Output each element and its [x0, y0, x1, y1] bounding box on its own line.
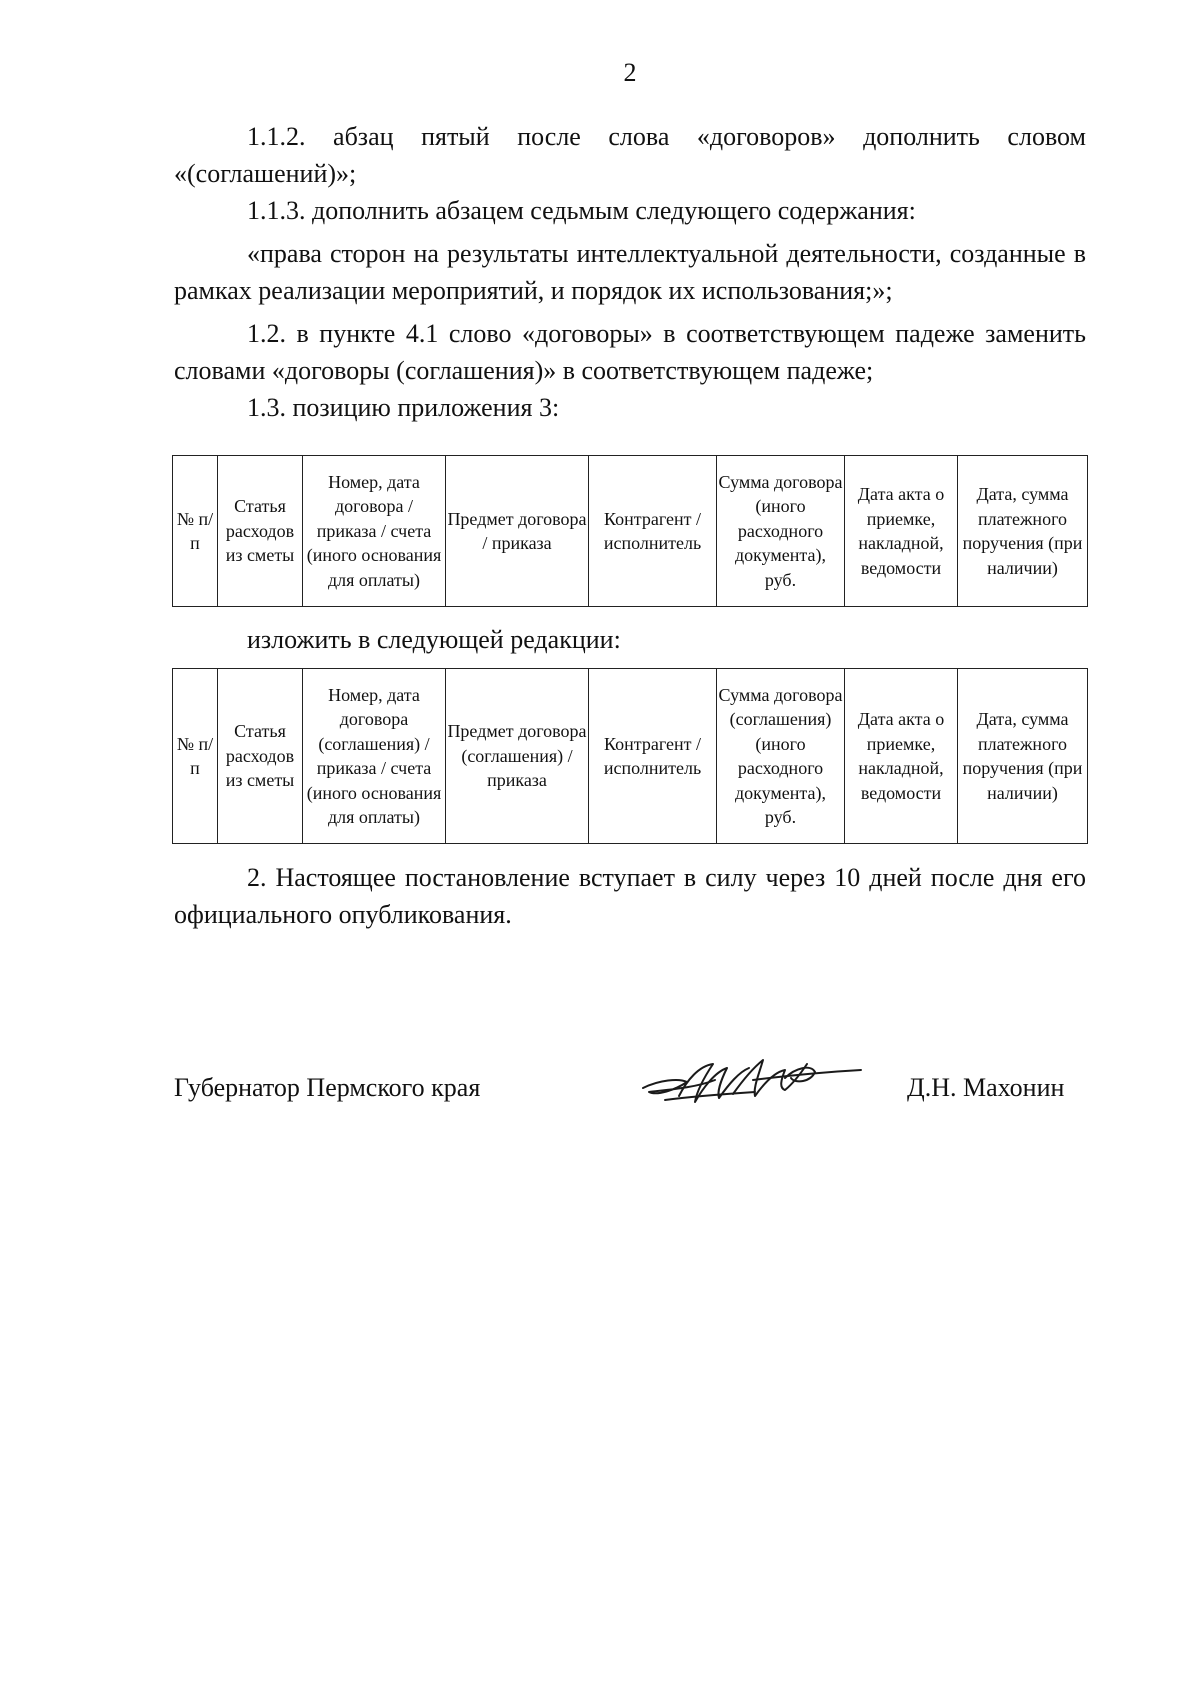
- table-header-row: [173, 456, 1088, 607]
- closing-paragraph: 2. Настоящее постановление вступает в силу через 10 дней после дня его официального опубликования.: [174, 863, 1086, 929]
- header-contract-amount: Сумма договора (соглашения) (иного расходного документа), руб.: [717, 669, 845, 844]
- header-contractor: Контрагент / исполнитель: [589, 669, 717, 844]
- header-contract-number-date: Номер, дата договора / приказа / счета (иного основания для оплаты): [303, 456, 446, 607]
- header-contract-amount: Сумма договора (иного расходного документа), руб.: [717, 456, 845, 607]
- header-acceptance-act-date: Дата акта о приемке, накладной, ведомости: [845, 456, 958, 607]
- table-new-version: [172, 668, 1088, 844]
- signer-name: Д.Н. Махонин: [907, 1073, 1065, 1102]
- header-number: № п/п: [173, 669, 218, 844]
- handwritten-signature-icon: [635, 1050, 865, 1112]
- page-number: 2: [623, 58, 637, 87]
- header-payment-order: Дата, сумма платежного поручения (при наличии): [958, 669, 1088, 844]
- header-contract-subject: Предмет договора (соглашения) / приказа: [446, 669, 589, 844]
- table-header-row: [173, 669, 1088, 844]
- header-payment-order: Дата, сумма платежного поручения (при наличии): [958, 456, 1088, 607]
- header-contract-number-date: Номер, дата договора (соглашения) / приказа / счета (иного основания для оплаты): [303, 669, 446, 844]
- amendment-text: [174, 118, 1086, 426]
- header-expense-item: Статья расходов из сметы: [218, 669, 303, 844]
- lead-in-text: изложить в следующей редакции:: [247, 625, 621, 654]
- signer-position: Губернатор Пермского края: [174, 1073, 481, 1102]
- paragraph-1-2: 1.2. в пункте 4.1 слово «договоры» в соответствующем падеже заменить словами «договоры (соглашения)» в соответствующем падеже;: [174, 319, 1086, 385]
- header-acceptance-act-date: Дата акта о приемке, накладной, ведомости: [845, 669, 958, 844]
- header-contractor: Контрагент / исполнитель: [589, 456, 717, 607]
- paragraph-1-3: 1.3. позицию приложения 3:: [247, 393, 560, 422]
- header-number: № п/п: [173, 456, 218, 607]
- paragraph-1-1-2: 1.1.2. абзац пятый после слова «договоров» дополнить словом «(соглашений)»;: [174, 122, 1086, 188]
- paragraph-1-1-3: 1.1.3. дополнить абзацем седьмым следующего содержания:: [247, 196, 916, 225]
- header-expense-item: Статья расходов из сметы: [218, 456, 303, 607]
- table-old-version: [172, 455, 1088, 607]
- header-contract-subject: Предмет договора / приказа: [446, 456, 589, 607]
- paragraph-quoted-clause: «права сторон на результаты интеллектуальной деятельности, созданные в рамках реализации мероприятий, и порядок их использования;»;: [174, 239, 1086, 305]
